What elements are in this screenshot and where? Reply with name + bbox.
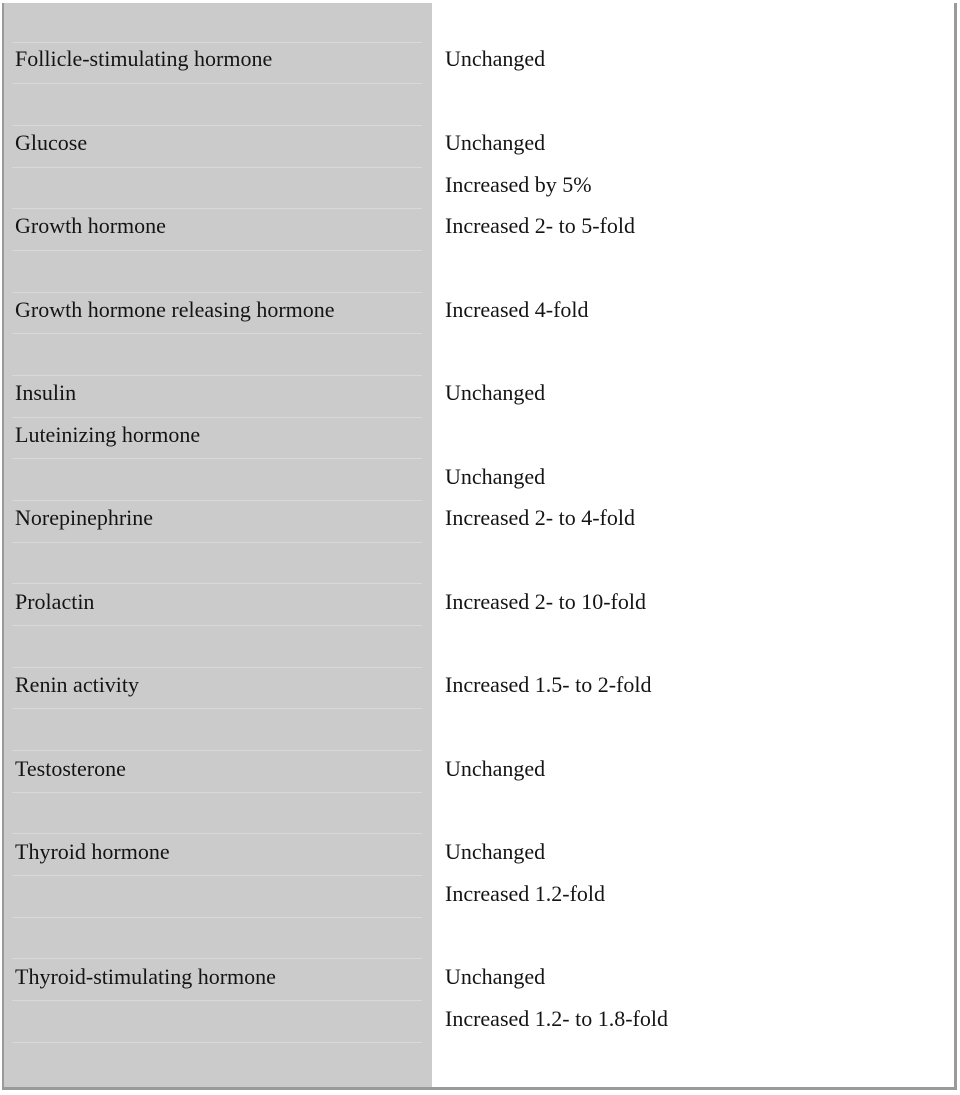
row-divider bbox=[12, 208, 422, 209]
hormone-name: Luteinizing hormone bbox=[15, 422, 201, 447]
hormone-change: Unchanged bbox=[445, 380, 546, 405]
hormone-name: Growth hormone releasing hormone bbox=[15, 297, 335, 322]
hormone-change: Increased 2- to 10-fold bbox=[445, 589, 646, 614]
hormone-name: Thyroid hormone bbox=[15, 839, 170, 864]
hormone-name: Growth hormone bbox=[15, 213, 166, 238]
hormone-change: Increased 1.2- to 1.8-fold bbox=[445, 1006, 668, 1031]
row-divider bbox=[12, 42, 422, 43]
hormone-change: Increased by 5% bbox=[445, 172, 592, 197]
row-divider bbox=[12, 458, 422, 459]
hormone-change: Increased 1.2-fold bbox=[445, 881, 606, 906]
row-divider bbox=[12, 625, 422, 626]
hormone-change: Increased 2- to 4-fold bbox=[445, 505, 635, 530]
row-divider bbox=[12, 500, 422, 501]
hormone-name: Prolactin bbox=[15, 589, 95, 614]
row-divider bbox=[12, 958, 422, 959]
hormone-name: Renin activity bbox=[15, 672, 140, 697]
row-divider bbox=[12, 750, 422, 751]
row-divider bbox=[12, 792, 422, 793]
row-divider bbox=[12, 125, 422, 126]
row-divider bbox=[12, 1042, 422, 1043]
hormone-change: Unchanged bbox=[445, 464, 546, 489]
hormone-name: Norepinephrine bbox=[15, 505, 154, 530]
hormone-name: Follicle-stimulating hormone bbox=[15, 46, 273, 71]
row-divider bbox=[12, 917, 422, 918]
hormone-name: Thyroid-stimulating hormone bbox=[15, 964, 276, 989]
hormone-name: Glucose bbox=[15, 130, 88, 155]
row-divider bbox=[12, 708, 422, 709]
hormone-change: Unchanged bbox=[445, 756, 546, 781]
row-divider bbox=[12, 583, 422, 584]
hormone-change: Unchanged bbox=[445, 130, 546, 155]
row-divider bbox=[12, 167, 422, 168]
row-divider bbox=[12, 1000, 422, 1001]
hormone-name: Insulin bbox=[15, 380, 77, 405]
hormone-name: Testosterone bbox=[15, 756, 126, 781]
row-divider bbox=[12, 833, 422, 834]
row-divider bbox=[12, 875, 422, 876]
hormone-change: Unchanged bbox=[445, 964, 546, 989]
row-divider bbox=[12, 292, 422, 293]
row-divider bbox=[12, 667, 422, 668]
hormone-change: Unchanged bbox=[445, 46, 546, 71]
row-divider bbox=[12, 83, 422, 84]
row-divider bbox=[12, 375, 422, 376]
row-divider bbox=[12, 333, 422, 334]
hormone-change: Unchanged bbox=[445, 839, 546, 864]
hormone-column bbox=[4, 3, 432, 1087]
hormone-change: Increased 1.5- to 2-fold bbox=[445, 672, 652, 697]
row-divider bbox=[12, 250, 422, 251]
hormone-change: Increased 2- to 5-fold bbox=[445, 213, 635, 238]
row-divider bbox=[12, 417, 422, 418]
row-divider bbox=[12, 542, 422, 543]
hormone-change: Increased 4-fold bbox=[445, 297, 589, 322]
hormone-change-table bbox=[2, 3, 957, 1090]
